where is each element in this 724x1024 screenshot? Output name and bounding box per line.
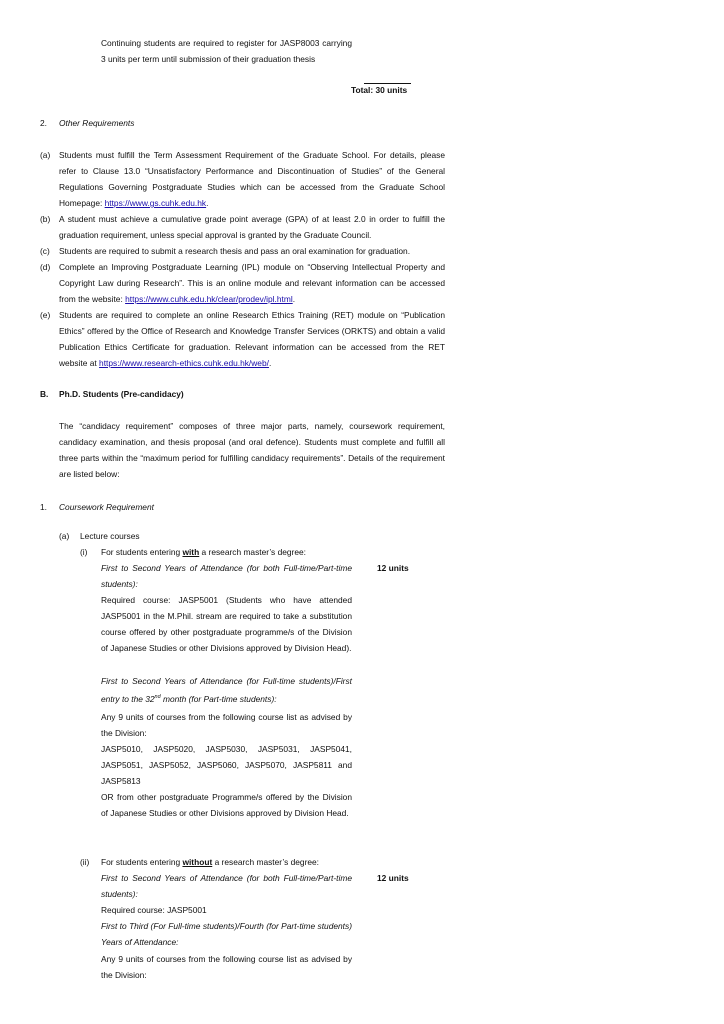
requirement-d-text: Complete an Improving Postgraduate Learning (IPL) module on “Observing Intellectual Property and Copyright Law during Research”. This is an online module and relevant information can be accessed from the website: (59, 262, 445, 304)
item-label: (a) (40, 150, 51, 160)
requirement-d (59, 259, 445, 307)
intro-text: a research master’s degree: (212, 857, 320, 867)
ret-website-link[interactable]: https://www.research-ethics.cuhk.edu.hk/web/ (99, 358, 269, 368)
period: . (206, 198, 209, 208)
intro-text: For students entering (101, 547, 183, 557)
continuing-students-text: Continuing students are required to register for JASP8003 carrying 3 units per term until submission of their graduation thesis (101, 38, 352, 64)
required-course-text: Required course: JASP5001 (101, 905, 207, 915)
period-first-third-years: First to Third (For Full-time students)/Fourth (for Part-time students) Years of Attendance: (101, 921, 352, 947)
requirement-c: Students are required to submit a research thesis and pass an oral examination for graduation. (59, 246, 411, 256)
requirement-e-text: Students are required to complete an online Research Ethics Training (RET) module on “Publication Ethics” offered by the Office of Research and Knowledge Transfer Services (ORKTS) and obtain a valid Publication Ethics Certificate for graduation. Relevant information can be accessed from the RET website at (59, 310, 445, 368)
item-label: (b) (40, 214, 51, 224)
item-label: (i) (80, 547, 88, 557)
intro-text: a research master’s degree: (199, 547, 306, 557)
item-label: (ii) (80, 857, 90, 867)
gs-homepage-link[interactable]: https://www.gs.cuhk.edu.hk (104, 198, 207, 208)
period-text: month (for Part-time students): (160, 694, 277, 704)
any-9-units-text: Any 9 units of courses from the following course list as advised by the Division: (101, 954, 352, 980)
section-number: 2. (40, 118, 47, 128)
or-other-programmes-text: OR from other postgraduate Programme/s offered by the Division of Japanese Studies or other Divisions approved by Division Head. (101, 792, 352, 818)
requirement-a (59, 147, 445, 211)
period: . (268, 358, 272, 368)
period-first-entry (101, 672, 352, 708)
requirement-a-text: Students must fulfill the Term Assessment Requirement of the Graduate School. For details, please refer to Clause 13.0 “Unsatisfactory Performance and Discontinuation of Studies” of the General Regulations Governing Postgraduate Studies which can be accessed from the Graduate School Homepage: (59, 150, 445, 208)
without-emphasis: without (182, 857, 213, 867)
any-9-units-text: Any 9 units of courses from the following course list as advised by the Division: (101, 712, 352, 738)
total-units: Total: 30 units (351, 85, 408, 95)
without-masters-intro (101, 854, 352, 870)
lecture-courses-label: Lecture courses (80, 531, 140, 541)
units-value: 12 units (377, 873, 409, 883)
period-text: First to Second Years of Attendance (for Full-time students)/First entry to the 32 (101, 676, 352, 704)
units-value: 12 units (377, 563, 409, 573)
intro-text: For students entering (101, 857, 183, 867)
with-emphasis: with (182, 547, 200, 557)
required-course-text: Required course: JASP5001 (Students who have attended JASP5001 in the M.Phil. stream are required to take a substitution course offered by other postgraduate programme/s of the Division of Japanese Studies or other Divisions approved by Division Head). (101, 595, 352, 653)
requirement-b: A student must achieve a cumulative grade point average (GPA) of at least 2.0 in order to fulfill the graduation requirement, unless special approval is granted by the Graduate Council. (59, 214, 445, 240)
item-label: (a) (59, 531, 70, 541)
with-masters-intro (101, 544, 352, 560)
period: . (292, 294, 296, 304)
ordinal-suffix: nd (154, 694, 161, 700)
ipl-module-link[interactable]: https://www.cuhk.edu.hk/clear/prodev/ipl.html (125, 294, 293, 304)
candidacy-intro: The “candidacy requirement” composes of three major parts, namely, coursework requirement, candidacy examination, and thesis proposal (and oral defence). Students must complete and fulfill all three parts within the “maximum period for fulfilling candidacy requirements”. Details of the requirement are listed below: (59, 421, 445, 479)
period-first-second-years: First to Second Years of Attendance (for both Full-time/Part-time students): (101, 873, 352, 899)
item-label: (c) (40, 246, 50, 256)
item-label: (e) (40, 310, 51, 320)
section-letter: B. (40, 389, 49, 399)
requirement-e (59, 307, 445, 371)
course-list: JASP5010, JASP5020, JASP5030, JASP5031, JASP5041, JASP5051, JASP5052, JASP5060, JASP5070, JASP5811 and JASP5813 (101, 744, 352, 786)
coursework-heading: Coursework Requirement (59, 502, 154, 512)
other-requirements-heading: Other Requirements (59, 118, 135, 128)
item-label: (d) (40, 262, 51, 272)
phd-section-heading: Ph.D. Students (Pre-candidacy) (59, 389, 184, 399)
section-number: 1. (40, 502, 47, 512)
period-first-second-years: First to Second Years of Attendance (for both Full-time/Part-time students): (101, 563, 352, 589)
